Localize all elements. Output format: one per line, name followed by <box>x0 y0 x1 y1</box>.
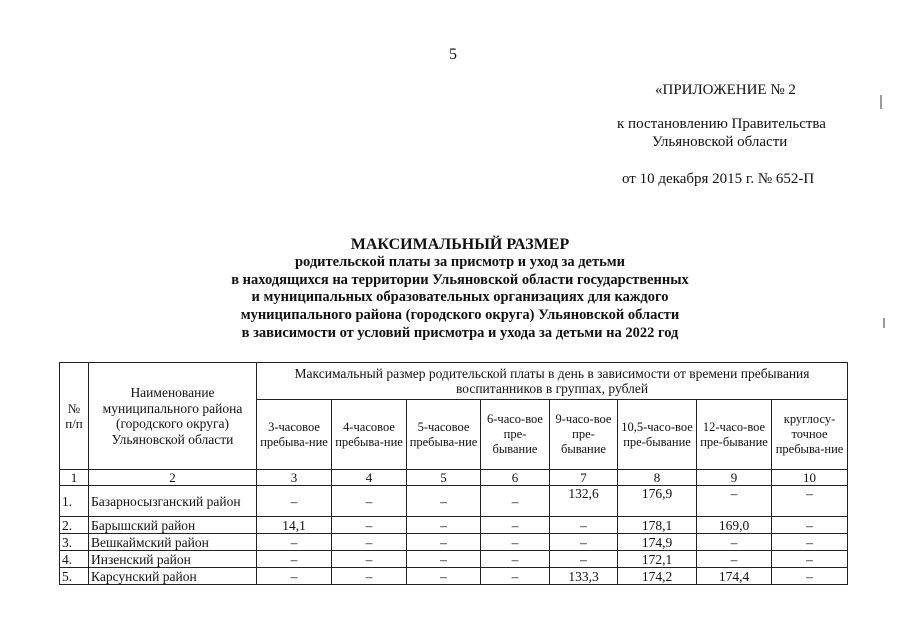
fee-value: – <box>550 517 618 534</box>
table-row <box>60 534 848 551</box>
column-number-row <box>60 470 848 486</box>
fee-value: – <box>257 534 332 551</box>
column-number: 10 <box>772 470 848 486</box>
fee-value: – <box>257 486 332 517</box>
fee-value: 176,9 <box>618 486 697 517</box>
title-line: муниципального района (городского округа) Ульяновской области <box>240 307 680 324</box>
column-number: 8 <box>618 470 697 486</box>
fee-value: – <box>772 517 848 534</box>
row-number: 3. <box>60 534 89 551</box>
row-number: 1. <box>60 486 89 517</box>
title-line: родительской платы за присмотр и уход за детьми <box>294 253 626 270</box>
table-row <box>60 486 848 517</box>
fee-value: 169,0 <box>697 517 772 534</box>
fee-value: – <box>332 568 407 585</box>
row-number: 2. <box>60 517 89 534</box>
appendix-line: Ульяновской области <box>652 134 788 150</box>
appendix-line: к постановлению Правительства <box>617 116 826 132</box>
district-name: Базарносызганский район <box>89 486 257 517</box>
header-10-5h: 10,5-часо-вое пре-бывание <box>618 400 697 470</box>
fee-value: – <box>481 517 550 534</box>
column-number: 9 <box>697 470 772 486</box>
column-number: 4 <box>332 470 407 486</box>
fee-value: – <box>697 551 772 568</box>
fee-value: 14,1 <box>257 517 332 534</box>
document-title <box>150 236 770 343</box>
scan-mark <box>880 95 882 109</box>
table-row <box>60 551 848 568</box>
column-number: 1 <box>60 470 89 486</box>
fee-table <box>59 362 848 585</box>
appendix-line: от 10 декабря 2015 г. № 652-П <box>622 171 815 187</box>
fee-value: – <box>772 486 848 517</box>
fee-value: – <box>407 551 481 568</box>
title-line: в находящихся на территории Ульяновской области государственных <box>231 271 689 288</box>
fee-value: – <box>407 486 481 517</box>
fee-value: – <box>332 517 407 534</box>
fee-value: – <box>481 534 550 551</box>
fee-value: – <box>481 551 550 568</box>
fee-value: 178,1 <box>618 517 697 534</box>
header-5h: 5-часовое пребыва-ние <box>407 400 481 470</box>
district-name: Барышский район <box>89 517 257 534</box>
column-number: 5 <box>407 470 481 486</box>
fee-value: 133,3 <box>550 568 618 585</box>
fee-value: – <box>407 517 481 534</box>
header-no: № п/п <box>60 363 89 470</box>
header-district: Наименование муниципального района (городского округа) Ульяновской области <box>89 363 257 470</box>
fee-value: – <box>481 486 550 517</box>
district-name: Инзенский район <box>89 551 257 568</box>
fee-value: – <box>772 568 848 585</box>
district-name: Карсунский район <box>89 568 257 585</box>
fee-value: – <box>772 551 848 568</box>
scan-mark <box>883 318 885 328</box>
fee-value: – <box>407 534 481 551</box>
fee-value: – <box>257 551 332 568</box>
column-number: 3 <box>257 470 332 486</box>
page-number: 5 <box>449 46 457 63</box>
title-line: в зависимости от условий присмотра и ухода за детьми на 2022 год <box>241 324 679 341</box>
fee-value: – <box>697 534 772 551</box>
table-row <box>60 517 848 534</box>
fee-value: 132,6 <box>550 486 618 517</box>
column-number: 6 <box>481 470 550 486</box>
header-24h: круглосу-точное пребыва-ние <box>772 400 848 470</box>
header-fee-span: Максимальный размер родительской платы в день в зависимости от времени пребывания воспитанников в группах, рублей <box>257 363 848 400</box>
fee-value: – <box>697 486 772 517</box>
fee-value: – <box>550 551 618 568</box>
appendix-title: «ПРИЛОЖЕНИЕ № 2 <box>655 82 796 98</box>
fee-value: – <box>257 568 332 585</box>
fee-value: – <box>550 534 618 551</box>
header-9h: 9-часо-вое пре-бывание <box>550 400 618 470</box>
header-4h: 4-часовое пребыва-ние <box>332 400 407 470</box>
title-main: МАКСИМАЛЬНЫЙ РАЗМЕР <box>350 236 570 253</box>
title-line: и муниципальных образовательных организациях для каждого <box>251 289 669 306</box>
row-number: 5. <box>60 568 89 585</box>
fee-value: – <box>332 534 407 551</box>
fee-value: 172,1 <box>618 551 697 568</box>
header-6h: 6-часо-вое пре-бывание <box>481 400 550 470</box>
fee-value: 174,9 <box>618 534 697 551</box>
fee-value: – <box>772 534 848 551</box>
header-12h: 12-часо-вое пре-бывание <box>697 400 772 470</box>
column-number: 2 <box>89 470 257 486</box>
fee-value: – <box>481 568 550 585</box>
table-row <box>60 568 848 585</box>
column-number: 7 <box>550 470 618 486</box>
fee-value: – <box>332 551 407 568</box>
district-name: Вешкаймский район <box>89 534 257 551</box>
header-3h: 3-часовое пребыва-ние <box>257 400 332 470</box>
row-number: 4. <box>60 551 89 568</box>
fee-value: – <box>332 486 407 517</box>
fee-value: – <box>407 568 481 585</box>
fee-value: 174,4 <box>697 568 772 585</box>
fee-value: 174,2 <box>618 568 697 585</box>
